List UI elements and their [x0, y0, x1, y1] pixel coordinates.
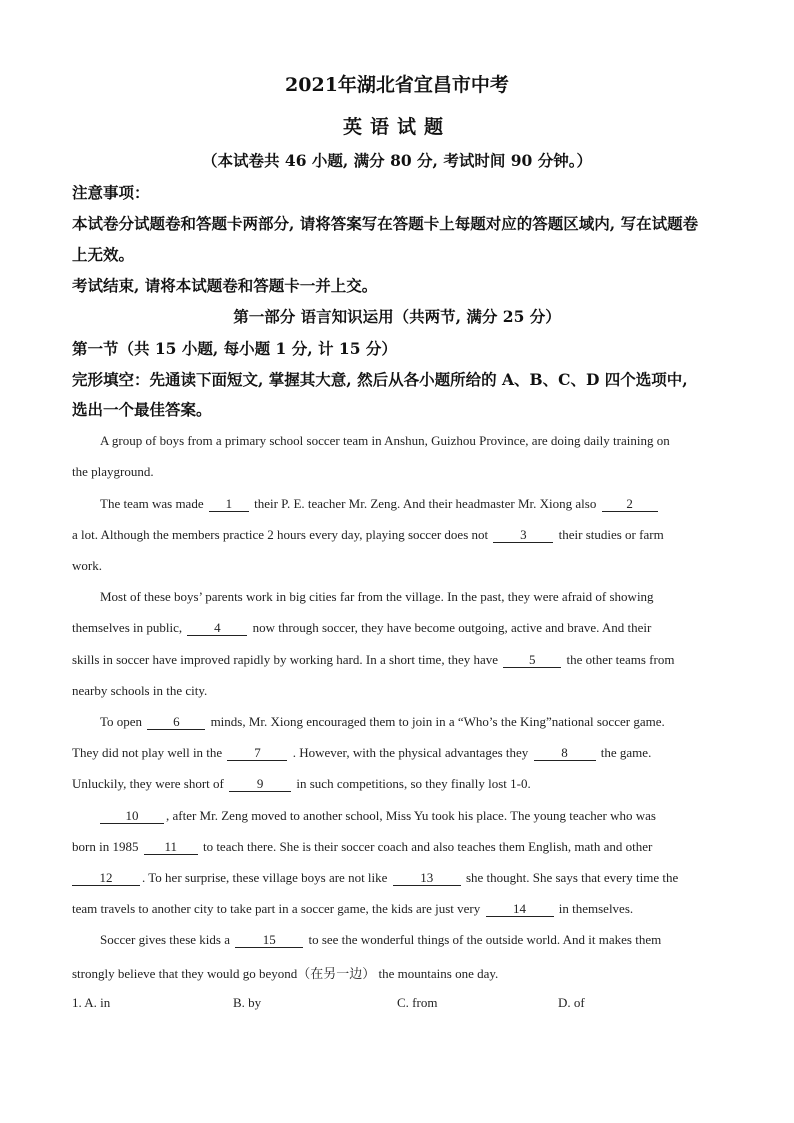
passage-line: work. [72, 558, 102, 573]
passage-line [100, 496, 660, 512]
instruction-line-1: 完形填空：先通读下面短文, 掌握其大意, 然后从各小题所给的 A、B、C、D 四个选项中, [72, 370, 688, 389]
passage-line [72, 839, 652, 855]
passage-line [100, 808, 656, 824]
blank-14: 14 [486, 903, 554, 917]
text: . To her surprise, these village boys are not like [142, 870, 388, 885]
blank-10: 10 [100, 810, 164, 824]
text: to see the wonderful things of the outside world. And it makes them [308, 932, 662, 947]
text: team travels to another city to take part in a soccer game, the kids are just very [72, 901, 481, 916]
text: a lot. Although the members practice 2 hours every day, playing soccer does not [72, 527, 489, 542]
text: now through soccer, they have become outgoing, active and brave. And their [252, 620, 652, 635]
text: To open [100, 714, 143, 729]
text: The team was made [100, 496, 204, 511]
exam-info: （本试卷共 46 小题, 满分 80 分, 考试时间 90 分钟。） [202, 151, 592, 170]
text: the game. [600, 745, 652, 760]
notes-line-1: 本试卷分试题卷和答题卡两部分, 请将答案写在答题卡上每题对应的答题区域内, 写在试题卷 [72, 214, 699, 233]
blank-15: 15 [235, 934, 303, 948]
passage-line: A group of boys from a primary school soccer team in Anshun, Guizhou Province, are doing daily training on [100, 433, 670, 448]
blank-13: 13 [393, 872, 461, 886]
passage-line: nearby schools in the city. [72, 683, 208, 698]
blank-4: 4 [187, 622, 247, 636]
passage-line [72, 745, 651, 761]
passage-line [100, 714, 665, 730]
text: in themselves. [558, 901, 634, 916]
blank-3: 3 [493, 529, 553, 543]
blank-1: 1 [209, 498, 249, 512]
text: They did not play well in the [72, 745, 223, 760]
blank-11: 11 [144, 841, 198, 855]
passage-line: strongly believe that they would go beyond（在另一边） the mountains one day. [72, 966, 499, 981]
text: the other teams from [566, 652, 675, 667]
blank-2: 2 [602, 498, 658, 512]
passage-line [100, 932, 661, 948]
text: skills in soccer have improved rapidly by working hard. In a short time, they have [72, 652, 499, 667]
passage-line [72, 652, 674, 668]
q1-option-d: D. of [558, 995, 585, 1010]
exam-title: 2021年湖北省宜昌市中考 [285, 74, 509, 96]
text: their studies or farm [558, 527, 664, 542]
blank-6: 6 [147, 716, 205, 730]
blank-8: 8 [534, 747, 596, 761]
text: she thought. She says that every time the [465, 870, 679, 885]
text: , after Mr. Zeng moved to another school, Miss Yu took his place. The young teacher who was [166, 808, 656, 823]
part-heading: 第一部分 语言知识运用（共两节, 满分 25 分） [233, 307, 561, 326]
text: themselves in public, [72, 620, 183, 635]
notes-heading: 注意事项： [72, 183, 150, 202]
instruction-line-2: 选出一个最佳答案。 [72, 400, 212, 419]
passage-line: the playground. [72, 464, 154, 479]
text: their P. E. teacher Mr. Zeng. And their headmaster Mr. Xiong also [254, 496, 597, 511]
notes-line-2: 考试结束, 请将本试题卷和答题卡一并上交。 [72, 276, 378, 295]
text: Soccer gives these kids a [100, 932, 230, 947]
blank-7: 7 [227, 747, 287, 761]
passage-line [72, 776, 531, 792]
text: Unluckily, they were short of [72, 776, 224, 791]
passage-line [72, 870, 678, 886]
text: minds, Mr. Xiong encouraged them to join in a “Who’s the King”national soccer game. [210, 714, 665, 729]
q1-option-b: B. by [233, 995, 262, 1010]
q1-option-c: C. from [397, 995, 438, 1010]
passage-line: Most of these boys’ parents work in big cities far from the village. In the past, they were afraid of showing [100, 589, 654, 604]
notes-line-1b: 上无效。 [72, 245, 135, 264]
q1-option-a: 1. A. in [72, 995, 111, 1010]
exam-subject: 英语试题 [342, 116, 451, 138]
text: to teach there. She is their soccer coach and also teaches them English, math and other [202, 839, 653, 854]
section-heading: 第一节（共 15 小题, 每小题 1 分, 计 15 分） [72, 339, 397, 358]
blank-12: 12 [72, 872, 140, 886]
passage-line [72, 620, 651, 636]
passage-line [72, 527, 664, 543]
blank-5: 5 [503, 654, 561, 668]
passage-line [72, 901, 633, 917]
text: in such competitions, so they finally lost 1-0. [296, 776, 531, 791]
text: . However, with the physical advantages they [292, 745, 529, 760]
text: born in 1985 [72, 839, 139, 854]
blank-9: 9 [229, 778, 291, 792]
